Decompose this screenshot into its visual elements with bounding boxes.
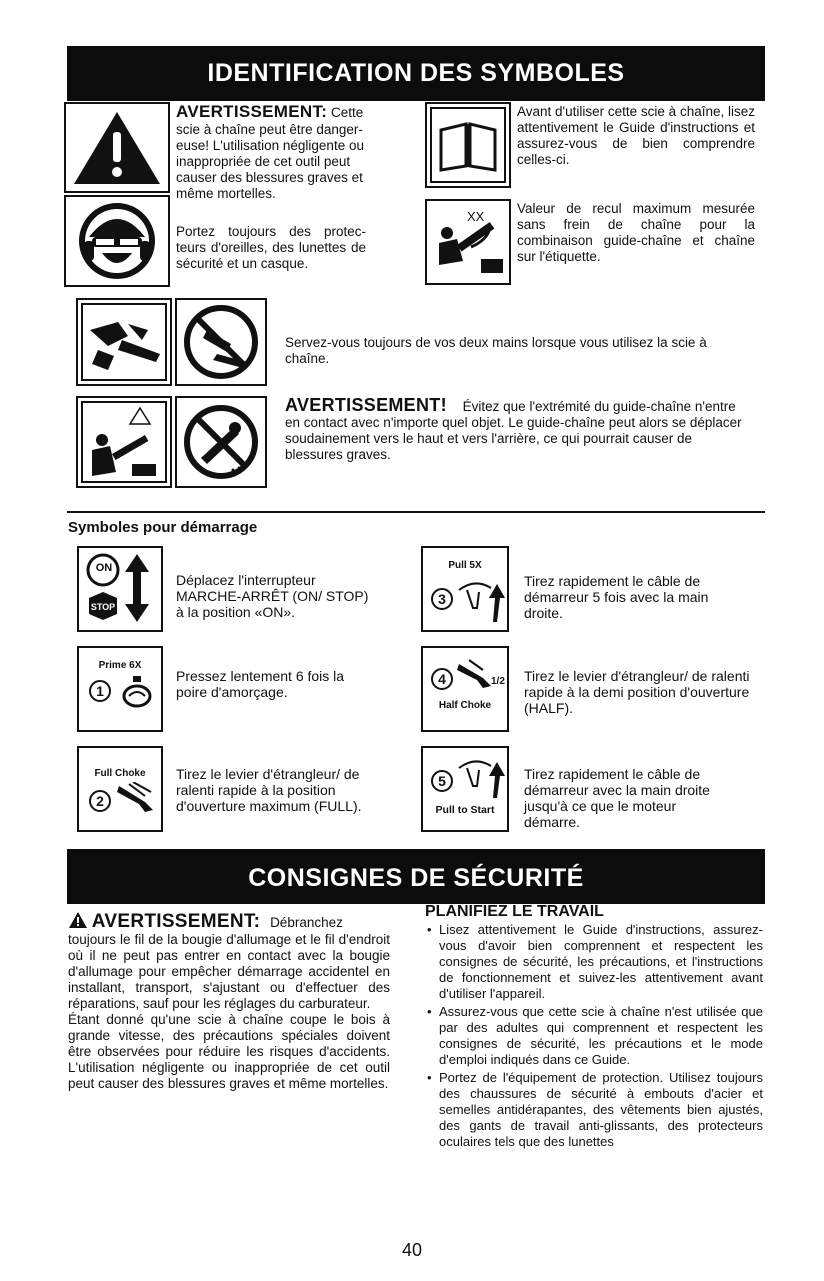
full-choke-label: Full Choke (94, 768, 146, 779)
instruction-manual-icon (427, 104, 509, 186)
pull5-symbol-box (421, 546, 509, 632)
pull5-label: Pull 5X (448, 560, 482, 571)
starting-section-title: Symboles pour démarrage (68, 519, 258, 536)
list-item: • Lisez attentivement le Guide d'instructions, assurez-vous d'avoir bien comprennent et respectent les consignes de sécurité, les précautions, et l'instructions de fonctionnement et suivez-les attentivement avant d'utiliser l'appareil. (425, 922, 763, 1002)
safety-warning-lead: Débranchez (270, 915, 343, 930)
manual-symbol-box (425, 102, 511, 188)
step-half-choke-text: Tirez le levier d'étrangleur/ de ralenti rapide à la demi position d'ouverture (HALF). (524, 668, 750, 716)
tip-contact-symbol-box (76, 396, 172, 488)
step-pull-start-text: Tirez rapidement le câble de démarreur avec la main droite jusqu'à ce que le moteur démarre. (524, 766, 710, 830)
warning-triangle-icon (66, 104, 168, 191)
stop-label: STOP (90, 602, 116, 612)
half-choke-symbol-box (421, 646, 509, 732)
full-choke-step-number: 2 (89, 790, 111, 812)
no-one-hand-operation-icon (177, 300, 265, 384)
safety-paragraph-2: Étant donné qu'une scie à chaîne coupe le bois à grande vitesse, des précautions spéciales doivent être observées pour réduire les risques d'accidents. L'utilisation négligente ou inappropriée de cet outil peut causer des blessures graves et même mortelles. (68, 1012, 390, 1091)
list-item: • Portez de l'équipement de protection. Utilisez toujours des chaussures de sécurité à embouts d'acier et semelles antidérapantes, des vêtements bien ajustés, des gants de travail anti-glissants, des protecteurs oculaires tels que des lunettes (425, 1070, 763, 1150)
step-onoff-text: Déplacez l'interrupteur MARCHE-ARRÊT (ON/ STOP) à la position «ON». (176, 572, 369, 620)
warning-title: AVERTISSEMENT: (176, 102, 328, 121)
warning-text (176, 104, 394, 202)
prime-step-number: 1 (89, 680, 111, 702)
step-full-choke-text: Tirez le levier d'étrangleur/ de ralenti rapide à la position d'ouverture maximum (FULL). (176, 766, 362, 814)
plan-work-title: PLANIFIEZ LE TRAVAIL (425, 903, 604, 920)
pull-start-step-number: 5 (431, 770, 453, 792)
step-pull5-text: Tirez rapidement le câble de démarreur 5 fois avec la main droite. (524, 573, 709, 621)
safety-warning-title: AVERTISSEMENT: (91, 911, 261, 932)
no-tip-contact-icon (177, 398, 265, 486)
helmet-goggles-ear-protection-icon (66, 197, 168, 285)
warning-symbol-box (64, 102, 170, 193)
primer-bulb-icon (119, 674, 155, 708)
warning-body: scie à chaîne peut être danger-euse! L'utilisation négligente ou inappropriée de cet outil peut causer des blessures graves et même mortelles. (176, 122, 364, 201)
on-stop-switch-icon (79, 548, 161, 630)
kickback-text: Valeur de recul maximum mesurée sans frein de chaîne pour la combinaison guide-chaîne et chaîne sur l'étiquette. (517, 201, 755, 264)
tip-warning-text (285, 397, 745, 463)
banner-identification (67, 46, 765, 101)
prime-label: Prime 6X (98, 660, 142, 671)
list-item: • Assurez-vous que cette scie à chaîne n'est utilisée que par des adultes qui comprennent et respectent les consignes de sécurité, les précautions et le mode d'emploi indiqués dans ce Guide. (425, 1004, 763, 1068)
on-stop-symbol-box (77, 546, 163, 632)
half-choke-step-number: 4 (431, 668, 453, 690)
no-one-hand-symbol-box (175, 298, 267, 386)
kickback-value-label: XX (467, 209, 485, 224)
two-hands-chainsaw-icon (78, 300, 170, 384)
half-choke-label: Half Choke (438, 700, 492, 711)
no-tip-contact-symbol-box (175, 396, 267, 488)
two-hands-symbol-box (76, 298, 172, 386)
half-choke-lever-icon (455, 658, 495, 690)
warning-triangle-small-icon (68, 911, 88, 929)
full-choke-symbol-box (77, 746, 163, 832)
plan-work-list (425, 922, 763, 1152)
choke-lever-icon (115, 782, 157, 816)
banner-safety (67, 849, 765, 904)
kickback-tip-contact-icon (78, 398, 170, 486)
starting-rule (67, 511, 765, 513)
ppe-text: Portez toujours des protec-teurs d'oreilles, des lunettes de sécurité et un casque. (176, 224, 366, 271)
half-mark: 1/2 (491, 676, 505, 687)
warning-cette: Cette (331, 105, 364, 120)
starter-handle-pull-icon (457, 576, 509, 626)
step-prime-text: Pressez lentement 6 fois la poire d'amorçage. (176, 668, 345, 700)
banner-safety-text: CONSIGNES DE SÉCURITÉ (248, 864, 584, 892)
safety-warning (68, 911, 390, 1092)
starter-handle-pull-start-icon (457, 754, 509, 800)
banner-identification-text: IDENTIFICATION DES SYMBOLES (207, 59, 625, 87)
manual-text: Avant d'utiliser cette scie à chaîne, lisez attentivement le Guide d'instructions et assurez-vous de bien comprendre celles-ci. (517, 104, 755, 167)
pull5-step-number: 3 (431, 588, 453, 610)
on-label: ON (95, 562, 113, 574)
safety-warning-body: toujours le fil de la bougie d'allumage et le fil d'endroit où il ne peut pas entrer en contact avec la bougie d'allumage pour empêcher démarrage accidentel en installant, transport, s'ajustant ou d'effectuer des réparations, sauf pour les réglages du carburateur. (68, 932, 390, 1011)
pull-start-symbol-box (421, 746, 509, 832)
pull-start-label: Pull to Start (435, 804, 495, 816)
kickback-symbol-box (425, 199, 511, 285)
ppe-symbol-box (64, 195, 170, 287)
tip-warning-body: Évitez que l'extrémité du guide-chaîne n'entre en contact avec n'importe quel objet. Le guide-chaîne peut alors se déplacer soudainement vers le haut et vers l'arrière, ce qui pourrait causer de blessures graves. (285, 399, 742, 462)
page-number: 40 (401, 1240, 423, 1260)
prime-symbol-box (77, 646, 163, 732)
tip-warning-title: AVERTISSEMENT! (285, 395, 447, 415)
two-hands-text: Servez-vous toujours de vos deux mains lorsque vous utilisez la scie à chaîne. (285, 335, 707, 366)
